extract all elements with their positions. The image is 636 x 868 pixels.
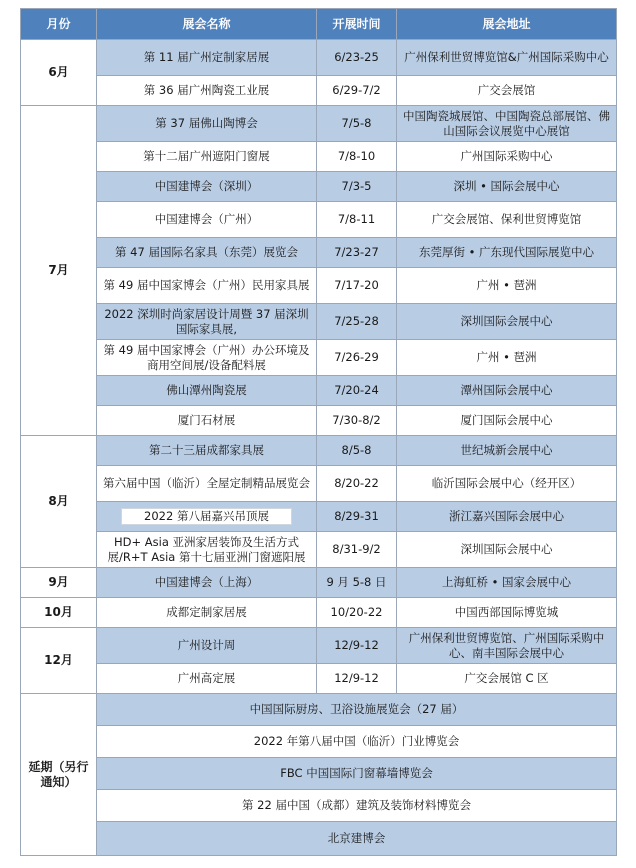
exhibition-venue-cell: 世纪城新会展中心 (397, 436, 617, 466)
month-cell: 6月 (21, 40, 97, 106)
exhibition-name-cell: HD+ Asia 亚洲家居装饰及生活方式展/R+T Asia 第十七届亚洲门窗遮阳展 (97, 532, 317, 568)
exhibition-name-cell: 厦门石材展 (97, 406, 317, 436)
exhibition-venue-cell: 中国陶瓷城展馆、中国陶瓷总部展馆、佛山国际会议展览中心展馆 (397, 106, 617, 142)
month-cell: 7月 (21, 106, 97, 436)
exhibition-venue-cell: 中国西部国际博览城 (397, 598, 617, 628)
exhibition-name-cell: 第 37 届佛山陶博会 (97, 106, 317, 142)
exhibition-date-cell: 7/30-8/2 (317, 406, 397, 436)
exhibition-venue-cell: 上海虹桥 • 国家会展中心 (397, 568, 617, 598)
postponed-exhibition-cell: 2022 年第八届中国（临沂）门业博览会 (97, 726, 617, 758)
exhibition-name-cell: 佛山潭州陶瓷展 (97, 376, 317, 406)
table-row (21, 142, 617, 172)
header-name: 展会名称 (97, 9, 317, 40)
table-row (21, 172, 617, 202)
exhibition-name-cell (97, 502, 317, 532)
exhibition-date-cell: 7/8-10 (317, 142, 397, 172)
exhibition-name-cell: 第 47 届国际名家具（东莞）展览会 (97, 238, 317, 268)
table-row (21, 304, 617, 340)
exhibition-venue-cell: 广州国际采购中心 (397, 142, 617, 172)
table-row (21, 202, 617, 238)
exhibition-date-cell: 9 月 5-8 日 (317, 568, 397, 598)
exhibition-name-cell: 第 36 届广州陶瓷工业展 (97, 76, 317, 106)
month-cell: 12月 (21, 628, 97, 694)
exhibition-date-cell: 12/9-12 (317, 664, 397, 694)
table-row (21, 238, 617, 268)
table-row (21, 568, 617, 598)
exhibition-name-cell: 第十二届广州遮阳门窗展 (97, 142, 317, 172)
exhibition-date-cell: 6/23-25 (317, 40, 397, 76)
exhibition-name-cell: 第 49 届中国家博会（广州）民用家具展 (97, 268, 317, 304)
postponed-exhibition-cell: FBC 中国国际门窗幕墙博览会 (97, 758, 617, 790)
postponed-row (21, 694, 617, 726)
table-row (21, 106, 617, 142)
postponed-exhibition-cell: 第 22 届中国（成都）建筑及装饰材料博览会 (97, 790, 617, 822)
header-row (21, 9, 617, 40)
exhibition-name-cell: 第 49 届中国家博会（广州）办公环境及商用空间展/设备配料展 (97, 340, 317, 376)
exhibition-name-cell: 中国建博会（广州） (97, 202, 317, 238)
exhibition-name-cell: 广州设计周 (97, 628, 317, 664)
table-row (21, 532, 617, 568)
schedule-body (21, 40, 617, 856)
exhibition-date-cell: 10/20-22 (317, 598, 397, 628)
exhibition-date-cell: 8/20-22 (317, 466, 397, 502)
exhibition-venue-cell: 广州保利世贸博览馆、广州国际采购中心、南丰国际会展中心 (397, 628, 617, 664)
month-cell: 8月 (21, 436, 97, 568)
exhibition-name-cell: 第 11 届广州定制家居展 (97, 40, 317, 76)
exhibition-venue-cell: 潭州国际会展中心 (397, 376, 617, 406)
exhibition-name-cell: 成都定制家居展 (97, 598, 317, 628)
table-row (21, 376, 617, 406)
exhibition-date-cell: 8/31-9/2 (317, 532, 397, 568)
exhibition-date-cell: 7/23-27 (317, 238, 397, 268)
exhibition-name-highlight: 2022 第八届嘉兴吊顶展 (121, 508, 292, 525)
header-date: 开展时间 (317, 9, 397, 40)
table-row (21, 340, 617, 376)
table-row (21, 76, 617, 106)
exhibition-venue-cell: 深圳国际会展中心 (397, 532, 617, 568)
table-row (21, 502, 617, 532)
exhibition-date-cell: 7/26-29 (317, 340, 397, 376)
exhibition-date-cell: 7/5-8 (317, 106, 397, 142)
exhibition-name-cell: 第二十三届成都家具展 (97, 436, 317, 466)
exhibition-date-cell: 7/3-5 (317, 172, 397, 202)
postponed-month-cell: 延期（另行通知） (21, 694, 97, 856)
exhibition-venue-cell: 浙江嘉兴国际会展中心 (397, 502, 617, 532)
exhibition-name-cell: 中国建博会（深圳） (97, 172, 317, 202)
exhibition-venue-cell: 厦门国际会展中心 (397, 406, 617, 436)
table-row (21, 628, 617, 664)
table-row (21, 598, 617, 628)
exhibition-name-cell: 第六届中国（临沂）全屋定制精品展览会 (97, 466, 317, 502)
exhibition-date-cell: 7/20-24 (317, 376, 397, 406)
table-row (21, 406, 617, 436)
table-row (21, 664, 617, 694)
exhibition-venue-cell: 东莞厚街 • 广东现代国际展览中心 (397, 238, 617, 268)
postponed-row (21, 790, 617, 822)
header-month: 月份 (21, 9, 97, 40)
exhibition-venue-cell: 广州 • 琶洲 (397, 340, 617, 376)
exhibition-name-cell: 中国建博会（上海） (97, 568, 317, 598)
exhibition-date-cell: 7/17-20 (317, 268, 397, 304)
postponed-row (21, 758, 617, 790)
exhibition-date-cell: 7/8-11 (317, 202, 397, 238)
exhibition-date-cell: 12/9-12 (317, 628, 397, 664)
table-row (21, 466, 617, 502)
table-row (21, 40, 617, 76)
month-cell: 10月 (21, 598, 97, 628)
exhibition-name-cell: 广州高定展 (97, 664, 317, 694)
table-row (21, 268, 617, 304)
exhibition-venue-cell: 广交会展馆 (397, 76, 617, 106)
postponed-row (21, 822, 617, 856)
exhibition-schedule-table (20, 8, 617, 856)
exhibition-venue-cell: 临沂国际会展中心（经开区） (397, 466, 617, 502)
exhibition-date-cell: 8/29-31 (317, 502, 397, 532)
exhibition-venue-cell: 广交会展馆、保利世贸博览馆 (397, 202, 617, 238)
postponed-exhibition-cell: 中国国际厨房、卫浴设施展览会（27 届） (97, 694, 617, 726)
exhibition-date-cell: 8/5-8 (317, 436, 397, 466)
exhibition-name-cell: 2022 深圳时尚家居设计周暨 37 届深圳国际家具展, (97, 304, 317, 340)
exhibition-venue-cell: 广州保利世贸博览馆&广州国际采购中心 (397, 40, 617, 76)
postponed-row (21, 726, 617, 758)
exhibition-venue-cell: 深圳国际会展中心 (397, 304, 617, 340)
exhibition-date-cell: 6/29-7/2 (317, 76, 397, 106)
exhibition-venue-cell: 深圳 • 国际会展中心 (397, 172, 617, 202)
exhibition-date-cell: 7/25-28 (317, 304, 397, 340)
exhibition-venue-cell: 广州 • 琶洲 (397, 268, 617, 304)
postponed-exhibition-cell: 北京建博会 (97, 822, 617, 856)
exhibition-venue-cell: 广交会展馆 C 区 (397, 664, 617, 694)
header-venue: 展会地址 (397, 9, 617, 40)
table-row (21, 436, 617, 466)
month-cell: 9月 (21, 568, 97, 598)
